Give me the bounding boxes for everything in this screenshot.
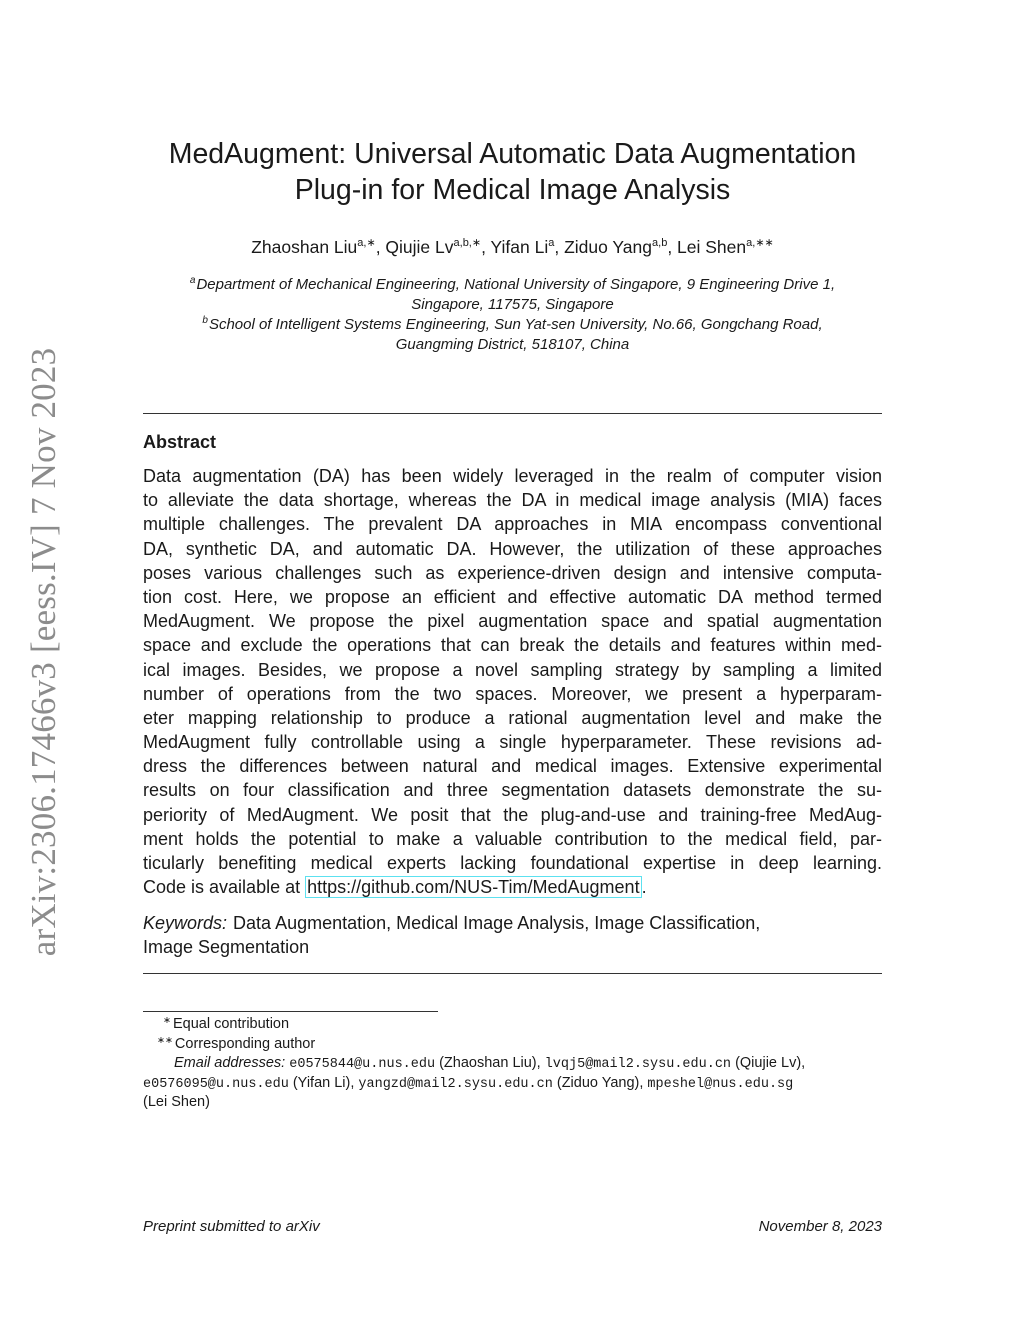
abstract-line: periority of MedAugment. We posit that the plug-and-use and training-free MedAug- (143, 804, 882, 825)
abstract-line: space and exclude the operations that can break the details and features within med- (143, 635, 882, 656)
abstract-line: MedAugment. We propose the pixel augmentation space and spatial augmentation (143, 611, 882, 632)
affiliation-b-line-2: Guangming District, 518107, China (395, 336, 630, 353)
author-affiliation-mark: a,b (652, 237, 668, 249)
affiliation-text: School of Intelligent Systems Engineering, Sun Yat-sen University, No.66, Gongchang Road, (208, 316, 823, 333)
keywords-section (143, 911, 882, 959)
title-line-1: MedAugment: Universal Automatic Data Augmentation (168, 138, 857, 170)
author-name: Ziduo Yang (564, 237, 653, 257)
affiliations (143, 275, 882, 355)
email-address[interactable]: mpeshel@nus.edu.sg (647, 1076, 794, 1092)
abstract-line: results on four classification and three segmentation datasets demonstrate the su- (143, 780, 882, 801)
abstract-line: ical images. Besides, we propose a novel sampling strategy by sampling a limited (143, 659, 882, 680)
abstract-line: MedAugment fully controllable using a single hyperparameter. These revisions ad- (143, 732, 882, 753)
affiliation-b-line-1 (143, 315, 882, 335)
affiliation-a-line-2: Singapore, 117575, Singapore (411, 296, 614, 313)
footnote-text: Equal contribution (172, 1016, 290, 1032)
keywords-bottom-rule (143, 973, 882, 974)
footnote-emails-line-1 (143, 1054, 882, 1074)
author-affiliation-mark: a (548, 237, 555, 249)
author-affiliation-mark: a,∗ (357, 237, 376, 249)
author-affiliation-mark: a,b,∗ (453, 237, 482, 249)
abstract-line: ticularly benefiting medical experts lacking foundational expertise in deep learning. (143, 853, 882, 873)
email-label: Email addresses: (174, 1055, 286, 1071)
abstract-line: to alleviate the data shortage, whereas the DA in medical image analysis (MIA) faces (143, 490, 882, 511)
abstract-line: ment holds the potential to make a valuable contribution to the medical field, par- (143, 828, 882, 849)
abstract-code-line (143, 875, 882, 899)
email-owner: (Yifan Li), (288, 1074, 359, 1091)
email-owner: (Ziduo Yang), (552, 1074, 648, 1091)
footnote-mark: ∗∗ (157, 1034, 173, 1046)
author-separator: , (481, 237, 491, 257)
footnote-rule (143, 1011, 438, 1012)
author-name: Qiujie Lv (385, 237, 454, 257)
abstract-line: dress the differences between natural and medical images. Extensive experimental (143, 756, 882, 777)
keywords-line-1 (143, 911, 882, 935)
keywords-line-2: Image Segmentation (143, 937, 310, 958)
keywords-text: Data Augmentation, Medical Image Analysis, Image Classification, (233, 913, 761, 933)
footnote-text: Corresponding author (174, 1035, 316, 1052)
abstract-heading: Abstract (143, 432, 217, 452)
affiliation-mark: b (202, 315, 208, 326)
abstract-line: poses various challenges such as experience-driven design and intensive computa- (143, 562, 882, 583)
footnote-corresponding-author (143, 1035, 882, 1055)
author-name: Zhaoshan Liu (251, 237, 358, 257)
author-list (143, 236, 882, 258)
footnote-emails-line-2 (143, 1074, 882, 1094)
abstract-line: DA, synthetic DA, and automatic DA. However, the utilization of these approaches (143, 538, 882, 559)
author-name: Yifan Li (490, 237, 549, 257)
author-separator: , (667, 237, 678, 257)
abstract-top-rule (143, 413, 882, 414)
code-suffix-text: . (641, 877, 647, 898)
abstract-line: multiple challenges. The prevalent DA approaches in MIA encompass conventional (143, 514, 882, 535)
keywords-label: Keywords: (143, 913, 228, 933)
affiliation-text: Department of Mechanical Engineering, National University of Singapore, 9 Engineering Drive 1, (196, 276, 836, 293)
arxiv-identifier-stamp: arXiv:2306.17466v3 [eess.IV] 7 Nov 2023 (24, 347, 63, 957)
abstract-line: number of operations from the two spaces. Moreover, we present a hyperparam- (143, 683, 882, 704)
paper-title (143, 136, 882, 208)
footer-date: November 8, 2023 (758, 1218, 882, 1235)
code-prefix-text: Code is available at (143, 877, 306, 898)
affiliation-a-line-1 (143, 275, 882, 295)
title-line-2: Plug-in for Medical Image Analysis (294, 174, 731, 206)
footnote-emails-line-3: (Lei Shen) (143, 1094, 210, 1110)
email-owner: (Zhaoshan Liu), (435, 1055, 545, 1071)
abstract-line: eter mapping relationship to produce a rational augmentation level and make the (143, 707, 882, 728)
footnotes (143, 1015, 882, 1113)
author-affiliation-mark: a,∗∗ (746, 237, 774, 249)
footnote-equal-contribution (143, 1015, 882, 1035)
footnote-mark: ∗ (163, 1015, 171, 1026)
email-address[interactable]: e0575844@u.nus.edu (289, 1057, 436, 1072)
email-owner: (Qiujie Lv), (731, 1055, 806, 1071)
abstract-line: tion cost. Here, we propose an efficient and effective automatic DA method termed (143, 586, 882, 607)
affiliation-mark: a (189, 275, 196, 286)
author-separator: , (554, 237, 565, 257)
author-name: Lei Shen (677, 237, 747, 257)
author-separator: , (375, 237, 386, 257)
abstract-line: Data augmentation (DA) has been widely leveraged in the realm of computer vision (143, 466, 882, 486)
code-repository-link[interactable]: https://github.com/NUS-Tim/MedAugment (307, 877, 640, 898)
email-address[interactable]: yangzd@mail2.sysu.edu.cn (358, 1076, 553, 1092)
footer-preprint-note: Preprint submitted to arXiv (143, 1218, 320, 1235)
email-address[interactable]: lvqj5@mail2.sysu.edu.cn (544, 1057, 732, 1072)
email-address[interactable]: e0576095@u.nus.edu (143, 1076, 289, 1092)
abstract-body (143, 464, 882, 899)
